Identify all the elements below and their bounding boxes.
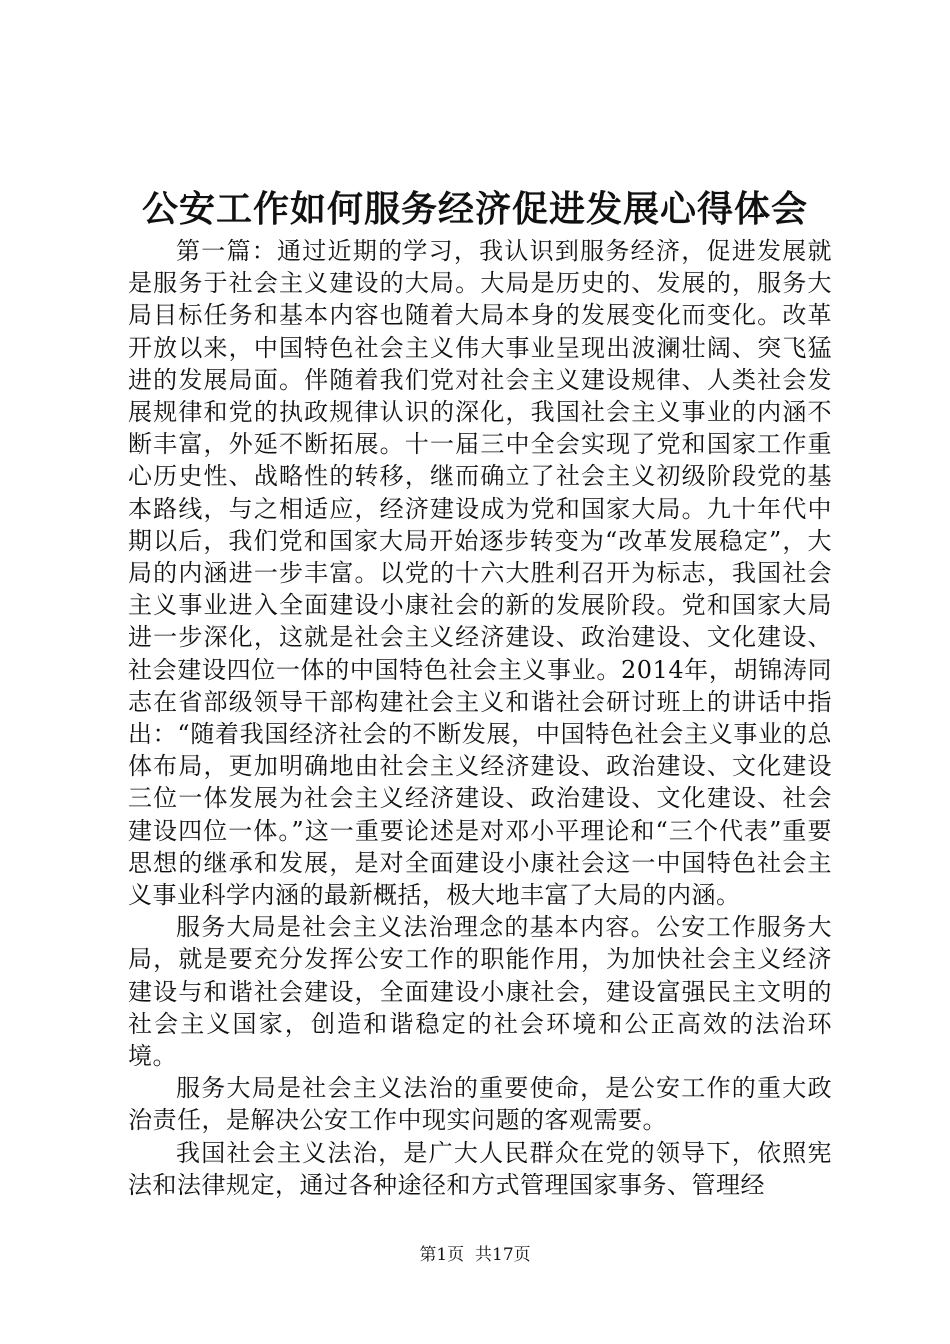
- document-title: 公安工作如何服务经济促进发展心得体会: [141, 188, 808, 230]
- paragraph-4: 我国社会主义法治，是广大人民群众在党的领导下，依照宪法和法律规定，通过各种途径和方式管理国家事务、管理经: [128, 1138, 832, 1199]
- page-total: 共17页: [475, 1245, 531, 1265]
- page-number: 第1页: [419, 1245, 465, 1265]
- page-footer: [0, 1243, 950, 1267]
- paragraph-2: 服务大局是社会主义法治理念的基本内容。公安工作服务大局，就是要充分发挥公安工作的职能作用，为加快社会主义经济建设与和谐社会建设，全面建设小康社会，建设富强民主文明的社会主义国家，创造和谐稳定的社会环境和公正高效的法治环境。: [128, 913, 832, 1071]
- document-body: [128, 235, 832, 1201]
- footer-separator: [464, 1245, 475, 1265]
- paragraph-1: 第一篇：通过近期的学习，我认识到服务经济，促进发展就是服务于社会主义建设的大局。大局是历史的、发展的，服务大局目标任务和基本内容也随着大局本身的发展变化而变化。改革开放以来，中国特色社会主义伟大事业呈现出波澜壮阔、突飞猛进的发展局面。伴随着我们党对社会主义建设规律、人类社会发展规律和党的执政规律认识的深化，我国社会主义事业的内涵不断丰富，外延不断拓展。十一届三中全会实现了党和国家工作重心历史性、战略性的转移，继而确立了社会主义初级阶段党的基本路线，与之相适应，经济建设成为党和国家大局。九十年代中期以后，我们党和国家大局开始逐步转变为“改革发展稳定”，大局的内涵进一步丰富。以党的十六大胜利召开为标志，我国社会主义事业进入全面建设小康社会的新的发展阶段。党和国家大局进一步深化，这就是社会主义经济建设、政治建设、文化建设、社会建设四位一体的中国特色社会主义事业。2014年，胡锦涛同志在省部级领导干部构建社会主义和谐社会研讨班上的讲话中指出：“随着我国经济社会的不断发展，中国特色社会主义事业的总体布局，更加明确地由社会主义经济建设、政治建设、文化建设三位一体发展为社会主义经济建设、政治建设、文化建设、社会建设四位一体。”这一重要论述是对邓小平理论和“三个代表”重要思想的继承和发展，是对全面建设小康社会这一中国特色社会主义事业科学内涵的最新概括，极大地丰富了大局的内涵。: [128, 237, 832, 910]
- paragraph-3: 服务大局是社会主义法治的重要使命，是公安工作的重大政治责任，是解决公安工作中现实问题的客观需要。: [128, 1074, 832, 1135]
